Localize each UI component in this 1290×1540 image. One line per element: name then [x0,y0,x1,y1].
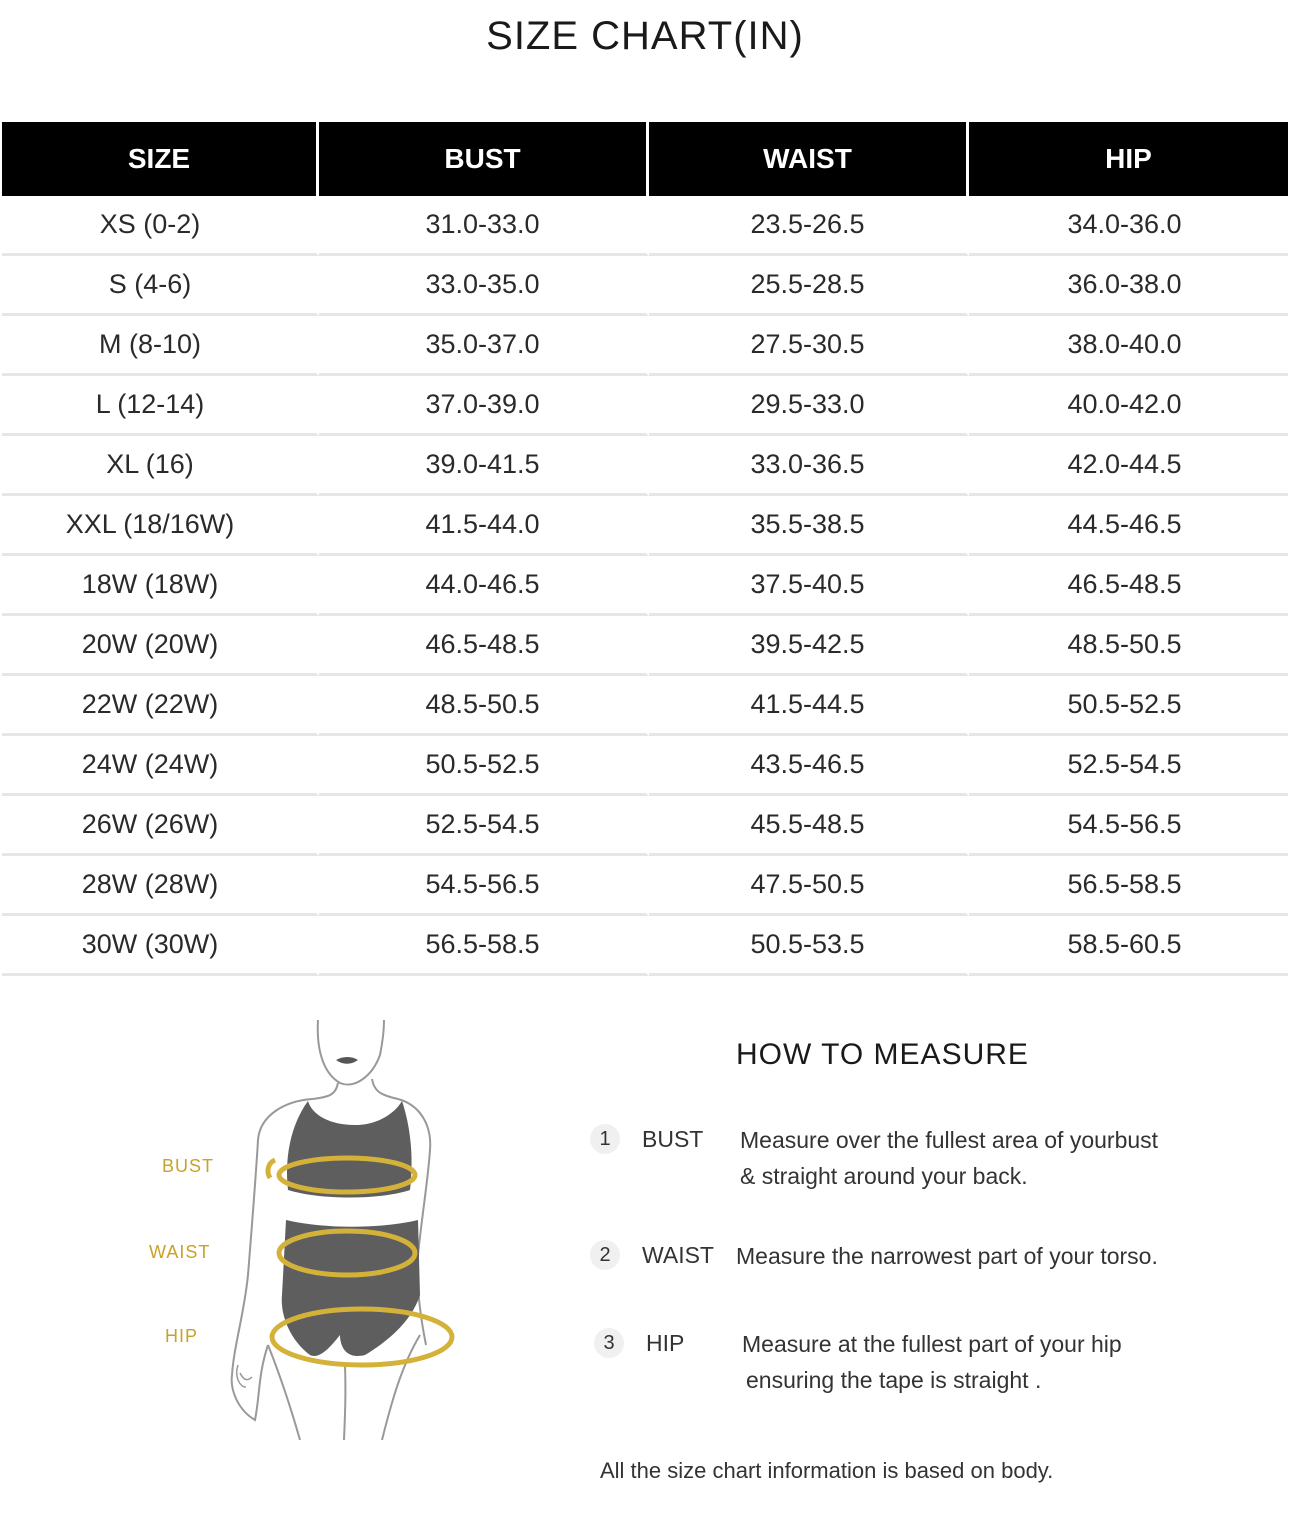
hip-label: HIP [165,1326,199,1346]
cell-size: 30W (30W) [2,916,319,976]
step-desc-line: Measure the narrowest part of your torso. [736,1243,1158,1269]
step-number-1: 1 [590,1124,620,1154]
step-name-hip: HIP [646,1330,685,1356]
cell-bust: 48.5-50.5 [319,676,649,736]
cell-hip: 52.5-54.5 [969,736,1288,796]
cell-hip: 56.5-58.5 [969,856,1288,916]
cell-bust: 46.5-48.5 [319,616,649,676]
step-name-waist: WAIST [642,1242,714,1268]
header-hip: HIP [969,122,1288,196]
bust-label: BUST [162,1156,215,1176]
cell-size: L (12-14) [2,376,319,436]
cell-waist: 23.5-26.5 [649,196,969,256]
cell-waist: 27.5-30.5 [649,316,969,376]
cell-waist: 50.5-53.5 [649,916,969,976]
header-bust: BUST [319,122,649,196]
table-row [2,256,1288,316]
step-name-bust: BUST [642,1126,704,1152]
cell-size: S (4-6) [2,256,319,316]
head-outline [318,1020,384,1085]
cell-bust: 54.5-56.5 [319,856,649,916]
cell-size: 20W (20W) [2,616,319,676]
cell-size: XS (0-2) [2,196,319,256]
neck-left [312,1083,338,1099]
cell-waist: 39.5-42.5 [649,616,969,676]
cell-size: XL (16) [2,436,319,496]
cell-size: 26W (26W) [2,796,319,856]
cell-bust: 39.0-41.5 [319,436,649,496]
table-row [2,556,1288,616]
page-title: SIZE CHART(IN) [486,14,804,58]
table-row [2,196,1288,256]
cell-bust: 52.5-54.5 [319,796,649,856]
cell-hip: 58.5-60.5 [969,916,1288,976]
cell-hip: 36.0-38.0 [969,256,1288,316]
cell-bust: 33.0-35.0 [319,256,649,316]
lips-shape [336,1057,358,1064]
cell-bust: 35.0-37.0 [319,316,649,376]
cell-size: 22W (22W) [2,676,319,736]
step-desc-line: ensuring the tape is straight . [746,1367,1042,1393]
step-desc-line: Measure over the fullest area of yourbust [740,1127,1159,1153]
bust-tape-end [268,1160,275,1178]
header-waist: WAIST [649,122,969,196]
cell-hip: 42.0-44.5 [969,436,1288,496]
step-number-3: 3 [594,1328,624,1358]
cell-waist: 29.5-33.0 [649,376,969,436]
cell-bust: 37.0-39.0 [319,376,649,436]
cell-waist: 43.5-46.5 [649,736,969,796]
table-row [2,496,1288,556]
cell-bust: 44.0-46.5 [319,556,649,616]
top-garment [287,1101,412,1198]
hand-outline [237,1365,252,1387]
cell-bust: 31.0-33.0 [319,196,649,256]
cell-hip: 34.0-36.0 [969,196,1288,256]
step-desc-hip [742,1326,1122,1398]
step-desc-waist [736,1238,1158,1274]
table-row [2,736,1288,796]
cell-bust: 50.5-52.5 [319,736,649,796]
cell-hip: 50.5-52.5 [969,676,1288,736]
cell-hip: 44.5-46.5 [969,496,1288,556]
cell-size: 28W (28W) [2,856,319,916]
left-leg-outline [268,1345,300,1440]
table-row [2,316,1288,376]
cell-waist: 35.5-38.5 [649,496,969,556]
cell-size: XXL (18/16W) [2,496,319,556]
table-row [2,856,1288,916]
cell-hip: 40.0-42.0 [969,376,1288,436]
cell-waist: 37.5-40.5 [649,556,969,616]
right-leg-outline [382,1335,420,1440]
table-row [2,796,1288,856]
cell-size: 24W (24W) [2,736,319,796]
table-row [2,436,1288,496]
cell-waist: 25.5-28.5 [649,256,969,316]
cell-waist: 41.5-44.5 [649,676,969,736]
table-row [2,376,1288,436]
table-row [2,616,1288,676]
cell-hip: 54.5-56.5 [969,796,1288,856]
step-number-2: 2 [590,1240,620,1270]
table-header-row [2,122,1288,196]
size-chart-table [2,122,1288,976]
cell-bust: 56.5-58.5 [319,916,649,976]
cell-size: 18W (18W) [2,556,319,616]
measurement-figure [140,1015,470,1445]
cell-bust: 41.5-44.0 [319,496,649,556]
waist-label: WAIST [149,1242,211,1262]
cell-waist: 47.5-50.5 [649,856,969,916]
how-to-measure-title: HOW TO MEASURE [736,1038,1029,1071]
cell-waist: 33.0-36.5 [649,436,969,496]
cell-waist: 45.5-48.5 [649,796,969,856]
inner-leg-outline [344,1365,345,1440]
cell-hip: 46.5-48.5 [969,556,1288,616]
neck-right [372,1079,398,1099]
step-desc-bust [740,1122,1158,1194]
header-size: SIZE [2,122,319,196]
cell-hip: 38.0-40.0 [969,316,1288,376]
footnote: All the size chart information is based on body. [600,1458,1054,1483]
body-illustration [140,1015,470,1445]
table-row [2,676,1288,736]
table-row [2,916,1288,976]
step-desc-line: Measure at the fullest part of your hip [742,1331,1122,1357]
step-desc-line: & straight around your back. [740,1163,1028,1189]
cell-hip: 48.5-50.5 [969,616,1288,676]
cell-size: M (8-10) [2,316,319,376]
